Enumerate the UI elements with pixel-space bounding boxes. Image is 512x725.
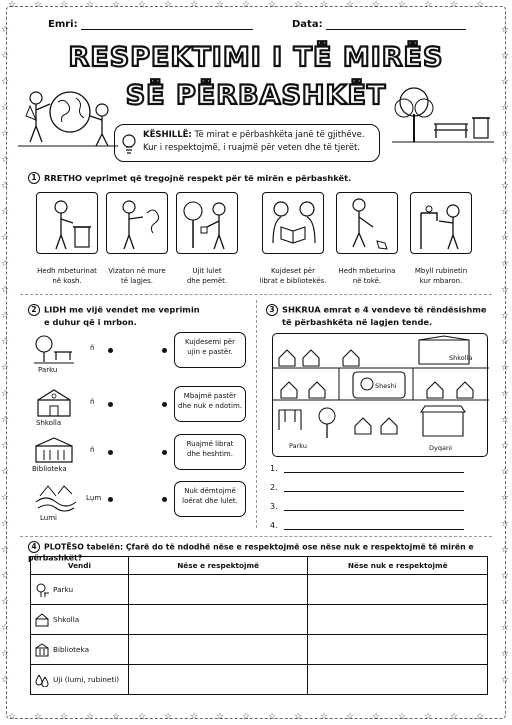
border-star-icon: ☆ [34, 0, 43, 10]
action-card-4[interactable] [262, 192, 324, 254]
tip-label: KËSHILLË: [143, 130, 192, 140]
section-1-text: RRETHO veprimet që tregojnë respekt për të mirën e përbashkët. [44, 173, 352, 183]
place-tag-river: Lụm [86, 494, 102, 502]
connect-dot-left-3[interactable] [108, 450, 113, 455]
action-caption-1: Hedh mbeturinat në kosh. [37, 267, 97, 285]
border-star-icon: ☆ [1, 51, 10, 61]
border-star-icon: ☆ [320, 0, 329, 10]
cell-school-no-respect[interactable] [308, 605, 488, 635]
border-star-icon: ☆ [398, 712, 407, 722]
table-header-place: Vendi [31, 557, 129, 575]
border-star-icon: ☆ [1, 389, 10, 399]
connect-dot-left-4[interactable] [108, 497, 113, 502]
row-label-school: Shkolla [53, 615, 80, 624]
border-star-icon: ☆ [501, 571, 510, 581]
border-star-icon: ☆ [138, 712, 147, 722]
border-star-icon: ☆ [501, 155, 510, 165]
border-star-icon: ☆ [501, 389, 510, 399]
title-line-1: RESPEKTIMI I TË MIRËS [68, 42, 444, 73]
table-row [31, 635, 488, 665]
border-star-icon: ☆ [268, 0, 277, 10]
action-box-4: Nuk dëmtojmë loërat dhe lulet. [174, 481, 246, 517]
border-star-icon: ☆ [190, 0, 199, 10]
border-star-icon: ☆ [346, 0, 355, 10]
border-star-icon: ☆ [501, 337, 510, 347]
tip-line-1: Të mirat e përbashkëta janë të gjithëve. [194, 130, 365, 140]
table-row [31, 665, 488, 695]
action-caption-5: Hedh mbeturina në tokë. [338, 267, 396, 285]
border-star-icon: ☆ [424, 0, 433, 10]
action-card-2[interactable] [106, 192, 168, 254]
school-icon [34, 388, 74, 418]
border-star-icon: ☆ [242, 0, 251, 10]
section-4-number: 4 [28, 541, 40, 553]
fill-in-table [30, 556, 488, 695]
watering-plants-icon [177, 193, 239, 255]
border-star-icon: ☆ [501, 233, 510, 243]
section-2-title [28, 303, 200, 328]
border-star-icon: ☆ [501, 519, 510, 529]
place-tag-library: ñ [90, 446, 95, 454]
border-star-icon: ☆ [501, 675, 510, 685]
border-star-icon: ☆ [476, 0, 485, 10]
cell-park-no-respect[interactable] [308, 575, 488, 605]
border-star-icon: ☆ [372, 712, 381, 722]
map-label-shop: Dyqani [429, 444, 452, 452]
place-label-library: Biblioteka [32, 465, 67, 473]
date-line[interactable] [326, 19, 466, 30]
border-star-icon: ☆ [501, 597, 510, 607]
connect-dot-right-4[interactable] [162, 497, 167, 502]
water-drop-icon [35, 673, 49, 687]
border-star-icon: ☆ [501, 649, 510, 659]
border-star-icon: ☆ [450, 0, 459, 10]
border-star-icon: ☆ [1, 363, 10, 373]
place-tag-park: ñ [90, 344, 95, 352]
section-2-number: 2 [28, 304, 40, 316]
border-star-icon: ☆ [138, 0, 147, 10]
border-star-icon: ☆ [320, 712, 329, 722]
border-star-icon: ☆ [1, 467, 10, 477]
border-star-icon: ☆ [501, 103, 510, 113]
border-star-icon: ☆ [60, 0, 69, 10]
border-star-icon: ☆ [268, 712, 277, 722]
cell-library-no-respect[interactable] [308, 635, 488, 665]
border-star-icon: ☆ [1, 181, 10, 191]
cell-school-respect[interactable] [128, 605, 308, 635]
library-icon [34, 436, 74, 464]
border-star-icon: ☆ [60, 712, 69, 722]
table-header-respect: Nëse e respektojmë [128, 557, 308, 575]
border-star-icon: ☆ [501, 311, 510, 321]
map-label-school: Shkolla [449, 354, 473, 362]
connect-dot-left-2[interactable] [108, 402, 113, 407]
section-3-text-2: të përbashkëta në lagjen tende. [282, 316, 433, 327]
action-card-6[interactable] [410, 192, 472, 254]
section-1-title [28, 172, 351, 184]
border-star-icon: ☆ [1, 337, 10, 347]
action-caption-4: Kujdeset për librat e bibliotekës. [259, 267, 327, 285]
border-star-icon: ☆ [242, 712, 251, 722]
border-star-icon: ☆ [501, 51, 510, 61]
border-star-icon: ☆ [1, 285, 10, 295]
answer-line-2[interactable]: 2. [270, 481, 464, 492]
section-3-text-1: SHKRUA emrat e 4 vendeve të rëndësishme [282, 304, 487, 315]
border-star-icon: ☆ [1, 441, 10, 451]
answer-line-1[interactable]: 1. [270, 462, 464, 473]
cell-water-no-respect[interactable] [308, 665, 488, 695]
table-row [31, 605, 488, 635]
answer-line-4[interactable]: 4. [270, 519, 464, 530]
tip-box [114, 124, 380, 162]
cell-library-respect[interactable] [128, 635, 308, 665]
action-card-3[interactable] [176, 192, 238, 254]
border-star-icon: ☆ [190, 712, 199, 722]
border-star-icon: ☆ [501, 467, 510, 477]
border-star-icon: ☆ [1, 545, 10, 555]
row-label-water: Uji (lumi, rubineti) [53, 675, 120, 684]
border-star-icon: ☆ [1, 623, 10, 633]
section-2-text-1: LIDH me vijë vendet me veprimin [44, 304, 200, 315]
littering-icon [337, 193, 399, 255]
border-star-icon: ☆ [216, 712, 225, 722]
border-star-icon: ☆ [1, 77, 10, 87]
section-3-number: 3 [266, 304, 278, 316]
wall-drawing-icon [107, 193, 169, 255]
row-label-library: Biblioteka [53, 645, 90, 654]
border-star-icon: ☆ [501, 363, 510, 373]
action-box-3: Ruajmë librat dhe heshtim. [174, 434, 246, 470]
connect-dot-left-1[interactable] [108, 348, 113, 353]
connect-dot-right-2[interactable] [162, 402, 167, 407]
border-star-icon: ☆ [501, 77, 510, 87]
map-drawing [273, 334, 489, 458]
divider-3 [20, 536, 492, 537]
cell-water-respect[interactable] [128, 665, 308, 695]
border-star-icon: ☆ [1, 493, 10, 503]
border-star-icon: ☆ [501, 25, 510, 35]
border-star-icon: ☆ [86, 0, 95, 10]
map-label-square: Sheshi [375, 382, 397, 390]
park-illustration [392, 84, 494, 146]
border-star-icon: ☆ [501, 207, 510, 217]
border-star-icon: ☆ [501, 545, 510, 555]
action-card-5[interactable] [336, 192, 398, 254]
border-star-icon: ☆ [501, 259, 510, 269]
border-star-icon: ☆ [1, 259, 10, 269]
border-star-icon: ☆ [1, 233, 10, 243]
tip-line-2: Kur i respektojmë, i ruajmë për veten dhe të tjerët. [143, 143, 361, 153]
action-box-1: Kujdesemi për ujin e pastër. [174, 332, 246, 368]
section-3-title [266, 303, 487, 328]
border-star-icon: ☆ [294, 0, 303, 10]
border-star-icon: ☆ [86, 712, 95, 722]
border-star-icon: ☆ [294, 712, 303, 722]
border-star-icon: ☆ [164, 712, 173, 722]
border-star-icon: ☆ [34, 712, 43, 722]
border-star-icon: ☆ [1, 675, 10, 685]
trash-bin-icon [37, 193, 99, 255]
border-star-icon: ☆ [1, 311, 10, 321]
divider-2 [256, 300, 257, 528]
neighborhood-map [272, 333, 488, 457]
border-star-icon: ☆ [501, 441, 510, 451]
border-star-icon: ☆ [501, 415, 510, 425]
border-star-icon: ☆ [501, 623, 510, 633]
border-star-icon: ☆ [1, 649, 10, 659]
border-star-icon: ☆ [1, 103, 10, 113]
border-star-icon: ☆ [1, 519, 10, 529]
border-star-icon: ☆ [164, 0, 173, 10]
name-label: Emri: [48, 19, 78, 30]
divider-1 [20, 294, 492, 295]
place-label-river: Lumi [40, 514, 57, 522]
map-label-park: Parku [289, 442, 307, 450]
border-star-icon: ☆ [501, 181, 510, 191]
border-star-icon: ☆ [398, 0, 407, 10]
kids-globe-illustration [18, 76, 118, 150]
border-star-icon: ☆ [1, 207, 10, 217]
action-box-2: Mbajmë pastër dhe nuk e ndotim. [174, 386, 246, 422]
school-icon [35, 613, 49, 627]
border-star-icon: ☆ [346, 712, 355, 722]
border-star-icon: ☆ [372, 0, 381, 10]
border-star-icon: ☆ [501, 493, 510, 503]
name-line[interactable] [81, 19, 253, 30]
border-star-icon: ☆ [8, 712, 17, 722]
connect-dot-right-1[interactable] [162, 348, 167, 353]
table-header-no-respect: Nëse nuk e respektojmë [308, 557, 488, 575]
place-label-park: Parku [38, 366, 58, 374]
action-caption-2: Vizaton në mure të lagjes. [108, 267, 166, 285]
date-field[interactable] [292, 19, 466, 30]
date-label: Data: [292, 19, 323, 30]
lightbulb-icon [121, 133, 137, 155]
border-star-icon: ☆ [1, 597, 10, 607]
border-star-icon: ☆ [501, 129, 510, 139]
park-icon [35, 583, 49, 597]
border-star-icon: ☆ [1, 25, 10, 35]
border-star-icon: ☆ [8, 0, 17, 10]
section-1-number: 1 [28, 172, 40, 184]
section-4-text: PLOTËSO tabelën: Çfarë do të ndodhë nëse e respektojmë ose nëse nuk e respektojmë të mirën e përbashkët? [28, 542, 474, 563]
border-star-icon: ☆ [476, 712, 485, 722]
cell-park-respect[interactable] [128, 575, 308, 605]
border-star-icon: ☆ [450, 712, 459, 722]
answer-line-3[interactable]: 3. [270, 500, 464, 511]
border-star-icon: ☆ [1, 155, 10, 165]
place-tag-school: ñ [90, 398, 95, 406]
action-caption-3: Ujit lulet dhe pemët. [186, 267, 228, 285]
border-star-icon: ☆ [1, 415, 10, 425]
border-star-icon: ☆ [112, 712, 121, 722]
border-star-icon: ☆ [1, 571, 10, 581]
action-card-1[interactable] [36, 192, 98, 254]
connect-dot-right-3[interactable] [162, 450, 167, 455]
table-row [31, 575, 488, 605]
reading-books-icon [263, 193, 325, 255]
river-icon [34, 482, 78, 512]
faucet-icon [411, 193, 473, 255]
section-2-text-2: e duhur që i mrbon. [44, 316, 137, 327]
name-field[interactable] [48, 19, 253, 30]
border-star-icon: ☆ [1, 129, 10, 139]
action-caption-6: Mbyll rubinetin kur mbaron. [414, 267, 468, 285]
title-line-2: SË PËRBASHKËT [125, 80, 387, 111]
border-star-icon: ☆ [424, 712, 433, 722]
library-icon [35, 643, 49, 657]
park-icon [34, 334, 74, 364]
border-star-icon: ☆ [501, 285, 510, 295]
border-star-icon: ☆ [216, 0, 225, 10]
place-label-school: Shkolla [36, 419, 62, 427]
row-label-park: Parku [53, 585, 74, 594]
border-star-icon: ☆ [112, 0, 121, 10]
